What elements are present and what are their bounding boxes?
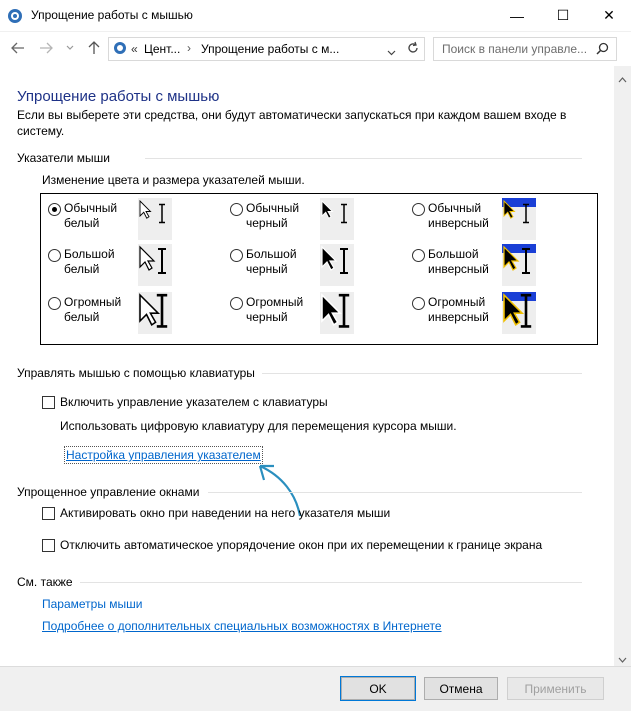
pointer-scheme-label[interactable]: белый [64,262,100,276]
pointer-scheme-radio[interactable] [48,249,61,262]
vertical-scrollbar[interactable] [614,66,631,666]
recent-dropdown-icon[interactable] [60,38,80,58]
pointer-preview-icon [320,244,354,286]
pointer-preview-icon [138,292,172,334]
section-header-pointers: Указатели мыши [17,151,110,165]
scroll-down-icon[interactable] [618,652,627,666]
window-title: Упрощение работы с мышью [31,8,193,22]
search-icon[interactable] [596,42,609,58]
pointer-preview-icon [320,292,354,334]
pointer-scheme-label[interactable]: Огромный [64,295,122,309]
breadcrumb-item-current[interactable]: Упрощение работы с м... [201,42,340,56]
section-divider [145,158,582,159]
hover-activate-label[interactable]: Активировать окно при наведении на него указателя мыши [60,506,391,520]
apply-button[interactable]: Применить [507,677,604,700]
mouse-settings-link[interactable]: Параметры мыши [42,597,143,611]
section-divider [80,582,582,583]
keyboard-control-checkbox[interactable] [42,396,55,409]
maximize-icon: ☐ [556,7,570,23]
breadcrumb-item-control-center[interactable]: Цент... [144,42,181,56]
pointer-scheme-label[interactable]: Большой [64,247,115,261]
pointer-scheme-label[interactable]: Обычный [246,201,300,215]
pointer-scheme-label[interactable]: Огромный [246,295,304,309]
section-header-see-also: См. также [17,575,73,589]
pointer-scheme-radio[interactable] [230,203,243,216]
close-button[interactable] [586,0,631,31]
pointer-scheme-label[interactable]: Большой [246,247,297,261]
pointer-scheme-radio[interactable] [412,203,425,216]
up-arrow-icon[interactable] [84,38,104,58]
forward-arrow-icon[interactable] [36,38,56,58]
ok-button[interactable]: OK [341,677,415,700]
pointer-settings-link[interactable]: Настройка управления указателем [66,448,261,462]
breadcrumb-separator: › [187,41,191,55]
pointer-scheme-radio[interactable] [412,249,425,262]
page-title: Упрощение работы с мышью [17,88,220,105]
section-header-windows: Упрощенное управление окнами [17,485,200,499]
minimize-icon: — [510,7,524,24]
pointer-preview-icon [502,198,536,240]
search-input[interactable] [433,37,617,61]
pointer-scheme-radio[interactable] [48,297,61,310]
pointer-scheme-label[interactable]: инверсный [428,310,489,324]
pointer-preview-icon [138,198,172,240]
pointers-subtitle: Изменение цвета и размера указателей мыши. [42,173,305,187]
pointer-scheme-label[interactable]: инверсный [428,216,489,230]
close-icon: ✕ [603,7,615,23]
pointer-scheme-label[interactable]: белый [64,310,100,324]
pointer-scheme-label[interactable]: инверсный [428,262,489,276]
scroll-up-icon[interactable] [618,72,627,86]
page-description: Если вы выберете эти средства, они будут автоматически запускаться при каждом вашем входе в систему. [17,108,567,138]
pointer-preview-icon [502,244,536,286]
control-panel-icon [7,8,23,24]
pointer-scheme-label[interactable]: черный [246,216,288,230]
pointer-scheme-radio[interactable] [230,297,243,310]
pointer-scheme-radio[interactable] [412,297,425,310]
pointer-scheme-label[interactable]: Обычный [64,201,118,215]
keyboard-control-hint: Использовать цифровую клавиатуру для перемещения курсора мыши. [60,419,457,433]
address-dropdown-icon[interactable] [387,45,396,59]
pointer-scheme-label[interactable]: Огромный [428,295,486,309]
control-panel-icon [113,41,127,58]
pointer-preview-icon [502,292,536,334]
pointer-scheme-label[interactable]: черный [246,310,288,324]
refresh-icon[interactable] [406,41,420,58]
hover-activate-checkbox[interactable] [42,507,55,520]
section-divider [262,373,582,374]
search-placeholder: Поиск в панели управле... [442,42,588,56]
section-header-keyboard: Управлять мышью с помощью клавиатуры [17,366,255,380]
pointer-scheme-radio[interactable] [230,249,243,262]
address-bar[interactable] [108,37,425,61]
keyboard-control-label[interactable]: Включить управление указателем с клавиатуры [60,395,328,409]
snap-disable-checkbox[interactable] [42,539,55,552]
back-arrow-icon[interactable] [8,38,28,58]
minimize-button[interactable] [494,0,540,31]
maximize-button[interactable] [540,0,586,31]
pointer-scheme-label[interactable]: Обычный [428,201,482,215]
snap-disable-label[interactable]: Отключить автоматическое упорядочение окон при их перемещении к границе экрана [60,538,543,552]
cancel-button[interactable]: Отмена [424,677,498,700]
pointer-scheme-label[interactable]: черный [246,262,288,276]
breadcrumb-overflow[interactable]: « [131,42,138,56]
pointer-scheme-label[interactable]: белый [64,216,100,230]
section-divider [208,492,582,493]
pointer-scheme-label[interactable]: Большой [428,247,479,261]
pointer-preview-icon [138,244,172,286]
pointer-preview-icon [320,198,354,240]
pointer-scheme-radio[interactable] [48,203,61,216]
online-accessibility-link[interactable]: Подробнее о дополнительных специальных возможностях в Интернете [42,619,442,633]
